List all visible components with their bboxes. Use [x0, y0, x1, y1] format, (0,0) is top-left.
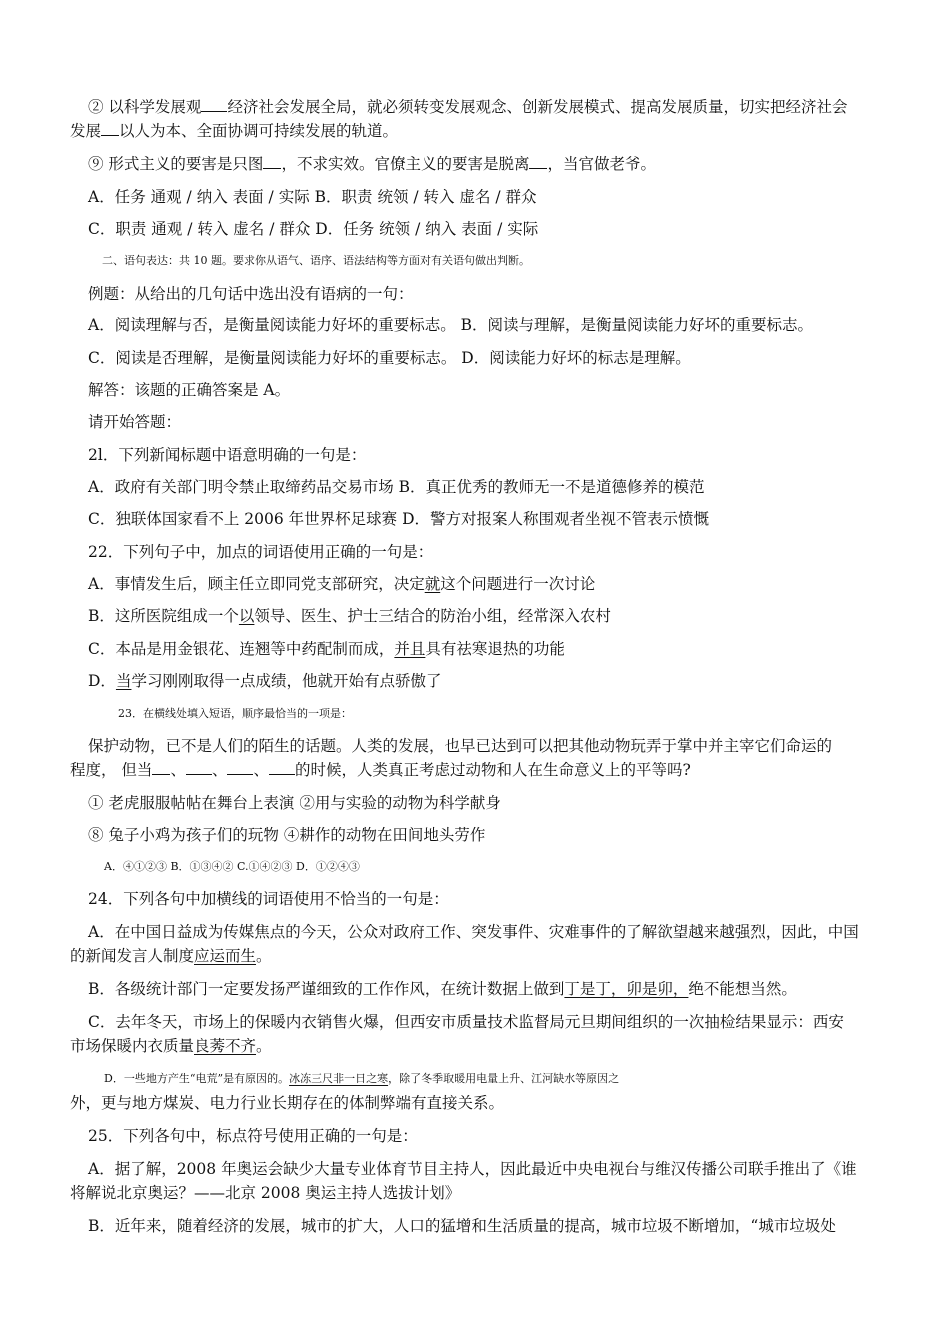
q21-options-cd: C．独联体国家看不上 2006 年世界杯足球赛 D．警方对报案人称围观者坐视不管表示愤慨 — [88, 510, 710, 528]
q24-option-b: B．各级统计部门一定要发扬严谨细致的工作作风，在统计数据上做到丁是丁，卯是卯，绝不能想当然。 — [88, 980, 797, 998]
q23-passage-line1: 保护动物，已不是人们的陌生的话题。人类的发展，也早已达到可以把其他动物玩弄于掌中并主宰它们命运的 — [88, 737, 833, 755]
q23-options: A．④①②③ B．①③④② C.①④②③ D．①②④③ — [104, 860, 360, 873]
q22-option-c: C．本品是用金银花、连翘等中药配制而成，并且具有祛寒退热的功能 — [88, 640, 565, 658]
q21-stem: 2l．下列新闻标题中语意明确的一句是： — [88, 446, 367, 464]
q25-option-a-line2: 将解说北京奥运？——北京 2008 奥运主持人选拔计划》 — [70, 1184, 461, 1202]
q23-stem: 23．在横线处填入短语，顺序最恰当的一项是： — [118, 707, 352, 720]
q22-option-a: A．事情发生后，顾主任立即同党支部研究，决定就这个问题进行一次讨论 — [88, 575, 596, 593]
q24-option-a-line2: 的新闻发言人制度应运而生。 — [70, 947, 272, 965]
q23-items-12: ① 老虎服服帖帖在舞台上表演 ②用与实验的动物为科学献身 — [88, 794, 501, 812]
q24-option-d-line2: 外，更与地方煤炭、电力行业长期存在的体制弊端有直接关系。 — [70, 1094, 505, 1112]
underlined-phrase: 良莠不齐 — [194, 1037, 257, 1055]
q22-stem: 22．下列句子中，加点的词语使用正确的一句是： — [88, 543, 434, 561]
dotted-word: 并且 — [394, 640, 426, 658]
underlined-phrase: 冰冻三尺非一日之寒 — [289, 1072, 389, 1085]
dotted-word: 以 — [238, 607, 255, 625]
q21-options-ab: A．政府有关部门明令禁止取缔药品交易市场 B．真正优秀的教师无一不是道德修养的模范 — [88, 478, 705, 496]
fill-blank — [152, 760, 170, 775]
underlined-phrase: 应运而生 — [194, 947, 257, 965]
section-heading: 二、语句表达：共 10 题。要求你从语气、语序、语法结构等方面对有关语句做出判断。 — [102, 254, 530, 267]
fill-blank — [201, 97, 227, 112]
q24-option-c-line2: 市场保暖内衣质量良莠不齐。 — [70, 1037, 272, 1055]
q22-option-b: B．这所医院组成一个以领导、医生、护士三结合的防治小组，经常深入农村 — [88, 607, 611, 625]
q23-passage-line2: 程度， 但当 、 、 、 的时候，人类真正考虑过动物和人在生命意义上的平等吗? — [70, 761, 691, 779]
q25-option-a-line1: A．据了解，2008 年奥运会缺少大量专业体育节目主持人，因此最近中央电视台与维汉传播公司联手推出了《谁 — [88, 1160, 857, 1178]
fill-blank — [269, 760, 295, 775]
dotted-word: 当 — [115, 672, 132, 690]
example-question: 例题：从给出的几句话中选出没有语病的一句： — [88, 285, 414, 303]
fill-blank — [186, 760, 212, 775]
dotted-word: 就 — [424, 575, 441, 593]
q25-option-b-line1: B．近年来，随着经济的发展，城市的扩大，人口的猛增和生活质量的提高，城市垃圾不断增加，“城市垃圾处 — [88, 1217, 836, 1235]
q24-option-a-line1: A．在中国日益成为传媒焦点的今天，公众对政府工作、突发事件、灾难事件的了解欲望越来越强烈，因此，中国 — [88, 923, 859, 941]
q23-items-34: ⑧ 兔子小鸡为孩子们的玩物 ④耕作的动物在田间地头劳作 — [88, 826, 486, 844]
underlined-phrase: 丁是丁，卯是卯， — [564, 980, 689, 998]
q20-item-2-line2: 发展 以人为本、全面协调可持续发展的轨道。 — [70, 122, 399, 140]
q24-option-c-line1: C．去年冬天，市场上的保暖内衣销售火爆，但西安市质量技术监督局元旦期间组织的一次抽检结果显示：西安 — [88, 1013, 844, 1031]
example-answer: 解答：该题的正确答案是 A。 — [88, 381, 291, 399]
q25-stem: 25．下列各句中，标点符号使用正确的一句是： — [88, 1127, 418, 1145]
q24-option-d-line1: D．一些地方产生“电荒”是有原因的。冰冻三尺非一日之寒，除了冬季取暖用电量上升、江河缺水等原因之 — [104, 1072, 620, 1085]
fill-blank — [101, 121, 119, 136]
q24-stem: 24．下列各句中加横线的词语使用不恰当的一句是： — [88, 890, 449, 908]
q22-option-d: D．当学习刚刚取得一点成绩，他就开始有点骄傲了 — [88, 672, 442, 690]
q20-item-9: ⑨ 形式主义的要害是只图 ，不求实效。官僚主义的要害是脱离 ，当官做老爷。 — [88, 155, 656, 173]
start-prompt: 请开始答题： — [88, 413, 182, 431]
fill-blank — [227, 760, 253, 775]
example-options-ab: A．阅读理解与否，是衡量阅读能力好坏的重要标志。 B．阅读与理解，是衡量阅读能力好坏的重要标志。 — [88, 316, 814, 334]
q20-item-2-line1: ② 以科学发展观 经济社会发展全局，就必须转变发展观念、创新发展模式、提高发展质量，切实把经济社会 — [88, 98, 848, 116]
q20-options-ab: A．任务 通观 / 纳入 表面 / 实际 B．职责 统领 / 转入 虚名 / 群众 — [88, 188, 537, 206]
fill-blank — [263, 154, 281, 169]
q20-options-cd: C．职责 通观 / 转入 虚名 / 群众 D．任务 统领 / 纳入 表面 / 实际 — [88, 220, 539, 238]
fill-blank — [529, 154, 547, 169]
example-options-cd: C．阅读是否理解，是衡量阅读能力好坏的重要标志。 D．阅读能力好坏的标志是理解。 — [88, 349, 691, 367]
